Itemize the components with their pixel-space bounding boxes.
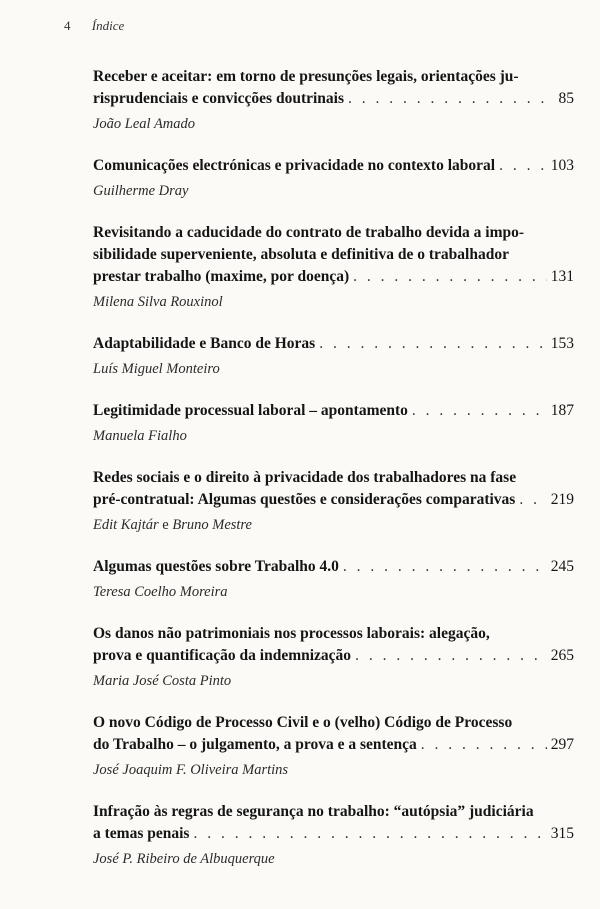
entry-authors (93, 113, 574, 135)
entry-title-text: prova e quantificação da indemnização (93, 647, 352, 664)
entry-authors (93, 425, 574, 447)
page-ref: 245 (550, 558, 574, 575)
entry-title-line: Receber e aceitar: em torno de presunções legais, orientações ju- (93, 68, 519, 85)
author-name: Luís Miguel Monteiro (93, 361, 220, 377)
author-name: Manuela Fialho (93, 428, 187, 444)
author-name: José P. Ribeiro de Albuquerque (93, 851, 275, 867)
dot-leader (412, 400, 547, 422)
dot-leader (353, 266, 547, 288)
dot-leader (343, 556, 547, 578)
author-conjunction: e (162, 517, 169, 533)
entry-title-text: Comunicações electrónicas e privacidade no contexto laboral (93, 157, 496, 174)
author-name: João Leal Amado (93, 116, 196, 132)
dot-leader (421, 734, 547, 756)
page-ref: 85 (558, 90, 574, 107)
page-ref: 297 (550, 736, 574, 753)
author-name: Guilherme Dray (93, 183, 189, 199)
entry-title-last-line (93, 88, 574, 110)
entry-title-text: do Trabalho – o julgamento, a prova e a sentença (93, 736, 417, 753)
running-title: Índice (91, 18, 125, 33)
dot-leader (519, 489, 546, 511)
toc-list (93, 66, 574, 890)
entry-title-text: risprudenciais e convicções doutrinais (93, 90, 345, 107)
entry-authors (93, 291, 574, 313)
author-name: Bruno Mestre (172, 517, 252, 533)
entry-title-text: Algumas questões sobre Trabalho 4.0 (93, 558, 339, 575)
author-name: Edit Kajtár (93, 517, 159, 533)
entry-authors (93, 514, 574, 536)
author-name: Milena Silva Rouxinol (93, 294, 223, 310)
entry-title-last-line (93, 823, 574, 845)
entry-title-text: prestar trabalho (maxime, por doença) (93, 268, 350, 285)
dot-leader (355, 645, 547, 667)
toc-entry (93, 467, 574, 536)
author-name: José Joaquim F. Oliveira Martins (93, 762, 289, 778)
toc-entry (93, 623, 574, 692)
entry-authors (93, 848, 574, 870)
entry-title-text: a temas penais (93, 825, 190, 842)
toc-entry (93, 801, 574, 870)
entry-authors (93, 670, 574, 692)
dot-leader (193, 823, 546, 845)
entry-title-text: Legitimidade processual laboral – apontamento (93, 402, 408, 419)
toc-entry (93, 222, 574, 313)
entry-title-last-line (93, 266, 574, 288)
entry-title-last-line (93, 556, 574, 578)
toc-entry (93, 66, 574, 135)
entry-title-last-line (93, 489, 574, 511)
entry-title-text: pré-contratual: Algumas questões e considerações comparativas (93, 491, 516, 508)
entry-title-line: O novo Código de Processo Civil e o (velho) Código de Processo (93, 714, 513, 731)
entry-title-line: Infração às regras de segurança no trabalho: “autópsia” judiciária (93, 803, 534, 820)
toc-entry (93, 400, 574, 447)
dot-leader (499, 155, 547, 177)
author-name: Maria José Costa Pinto (93, 673, 232, 689)
page-ref: 187 (550, 402, 574, 419)
page-ref: 153 (550, 335, 574, 352)
page-header (64, 18, 124, 34)
entry-title-last-line (93, 400, 574, 422)
entry-title-line: Redes sociais e o direito à privacidade dos trabalhadores na fase (93, 469, 517, 486)
entry-authors (93, 180, 574, 202)
dot-leader (348, 88, 554, 110)
entry-authors (93, 358, 574, 380)
author-name: Teresa Coelho Moreira (93, 584, 228, 600)
entry-title-last-line (93, 734, 574, 756)
page-ref: 219 (550, 491, 574, 508)
entry-title-last-line (93, 333, 574, 355)
page-ref: 131 (550, 268, 574, 285)
entry-authors (93, 581, 574, 603)
toc-entry (93, 155, 574, 202)
entry-authors (93, 759, 574, 781)
page-number: 4 (64, 18, 71, 33)
page-ref: 103 (550, 157, 574, 174)
page-ref: 315 (550, 825, 574, 842)
page-ref: 265 (550, 647, 574, 664)
entry-title-last-line (93, 155, 574, 177)
toc-entry (93, 333, 574, 380)
entry-title-line: Os danos não patrimoniais nos processos laborais: alegação, (93, 625, 490, 642)
dot-leader (319, 333, 547, 355)
entry-title-last-line (93, 645, 574, 667)
toc-entry (93, 556, 574, 603)
entry-title-line: Revisitando a caducidade do contrato de trabalho devida a impo- (93, 224, 525, 241)
entry-title-line: sibilidade superveniente, absoluta e definitiva de o trabalhador (93, 246, 509, 263)
entry-title-text: Adaptabilidade e Banco de Horas (93, 335, 316, 352)
toc-entry (93, 712, 574, 781)
